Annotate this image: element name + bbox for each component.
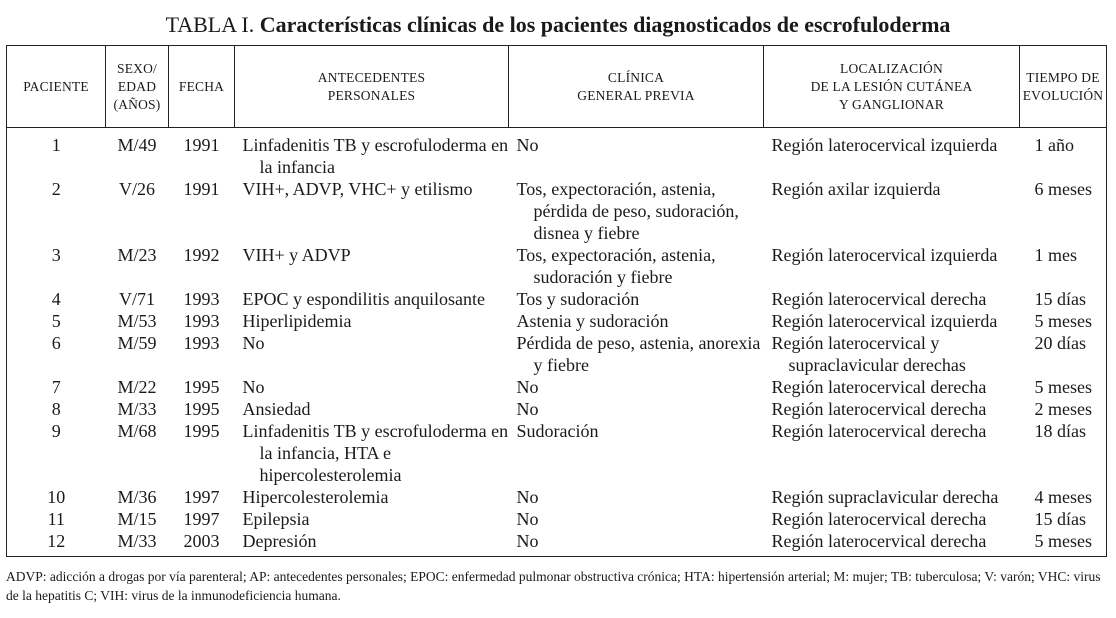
table-row — [7, 128, 1107, 179]
cell-localizacion: Región laterocervical derecha — [771, 509, 987, 529]
cell-paciente: 5 — [51, 311, 61, 331]
cell-fecha: 1995 — [183, 377, 220, 397]
cell-paciente: 2 — [51, 179, 61, 199]
table-caption: Características clínicas de los pacientes diagnosticados de escrofuloderma — [259, 12, 951, 37]
table-row — [7, 376, 1107, 398]
cell-localizacion: Región laterocervical derecha — [771, 421, 987, 441]
cell-antecedentes: VIH+, ADVP, VHC+ y etilismo — [242, 179, 473, 199]
table-row — [7, 398, 1107, 420]
table-title — [0, 12, 1116, 38]
cell-clinica: Tos, expectoración, astenia, pérdida de peso, sudoración, disnea y fiebre — [516, 179, 739, 243]
table-row — [7, 508, 1107, 530]
cell-clinica: Sudoración — [516, 421, 599, 441]
cell-sexo-edad: V/71 — [119, 289, 155, 309]
cell-localizacion: Región laterocervical derecha — [771, 289, 987, 309]
cell-fecha: 1991 — [183, 179, 220, 199]
cell-paciente: 10 — [47, 487, 66, 507]
cell-sexo-edad: M/36 — [117, 487, 157, 507]
cell-fecha: 1995 — [183, 399, 220, 419]
cell-localizacion: Región axilar izquierda — [771, 179, 941, 199]
table-number: TABLA I. — [165, 12, 255, 37]
cell-paciente: 9 — [51, 421, 61, 441]
cell-clinica: Astenia y sudoración — [516, 311, 669, 331]
cell-antecedentes: Epilepsia — [242, 509, 310, 529]
cell-fecha: 2003 — [183, 531, 220, 551]
cell-paciente: 11 — [47, 509, 65, 529]
table-row — [7, 530, 1107, 557]
cell-sexo-edad: M/33 — [117, 399, 157, 419]
cell-localizacion: Región supraclavicular derecha — [771, 487, 999, 507]
cell-sexo-edad: M/68 — [117, 421, 157, 441]
cell-tiempo: 15 días — [1034, 289, 1086, 309]
cell-fecha: 1997 — [183, 509, 220, 529]
cell-antecedentes: No — [242, 333, 265, 353]
cell-fecha: 1991 — [183, 135, 220, 155]
cell-localizacion: Región laterocervical izquierda — [771, 245, 998, 265]
cell-clinica: No — [516, 509, 539, 529]
cell-localizacion: Región laterocervical derecha — [771, 377, 987, 397]
header-clinica: CLÍNICA GENERAL PREVIA — [509, 46, 764, 128]
cell-antecedentes: Depresión — [242, 531, 317, 551]
cell-paciente: 12 — [47, 531, 66, 551]
cell-localizacion: Región laterocervical derecha — [771, 399, 987, 419]
cell-fecha: 1997 — [183, 487, 220, 507]
cell-fecha: 1993 — [183, 289, 220, 309]
table-footnote: ADVP: adicción a drogas por vía parenteral; AP: antecedentes personales; EPOC: enfermedad pulmonar obstructiva crónica; HTA: hipertensión arterial; M: mujer; TB: tuberculosa; V: varón; VHC: virus de la hepatitis C; VIH: virus de la inmunodeficiencia humana. — [6, 569, 1101, 603]
cell-fecha: 1993 — [183, 333, 220, 353]
header-localizacion: LOCALIZACIÓN DE LA LESIÓN CUTÁNEA Y GANGLIONAR — [764, 46, 1020, 128]
cell-paciente: 3 — [51, 245, 61, 265]
cell-antecedentes: Hipercolesterolemia — [242, 487, 389, 507]
header-tiempo: TIEMPO DE EVOLUCIÓN — [1020, 46, 1107, 128]
header-fecha: FECHA — [169, 46, 235, 128]
cell-fecha: 1993 — [183, 311, 220, 331]
cell-sexo-edad: M/59 — [117, 333, 157, 353]
table-row — [7, 178, 1107, 244]
cell-sexo-edad: M/23 — [117, 245, 157, 265]
cell-localizacion: Región laterocervical derecha — [771, 531, 987, 551]
table-row — [7, 486, 1107, 508]
cell-localizacion: Región laterocervical izquierda — [771, 311, 998, 331]
cell-clinica: No — [516, 487, 539, 507]
table-row — [7, 288, 1107, 310]
header-paciente: PACIENTE — [7, 46, 106, 128]
cell-sexo-edad: M/15 — [117, 509, 157, 529]
header-antecedentes: ANTECEDENTES PERSONALES — [235, 46, 509, 128]
table-row — [7, 332, 1107, 376]
cell-clinica: Pérdida de peso, astenia, anorexia y fiebre — [516, 333, 761, 375]
cell-tiempo: 1 año — [1034, 135, 1074, 155]
table-row — [7, 310, 1107, 332]
cell-tiempo: 4 meses — [1034, 487, 1092, 507]
table-header — [7, 46, 1107, 128]
cell-sexo-edad: M/53 — [117, 311, 157, 331]
cell-sexo-edad: V/26 — [119, 179, 155, 199]
cell-paciente: 1 — [51, 135, 61, 155]
cell-antecedentes: Linfadenitis TB y escrofuloderma en la infancia, HTA e hipercolesterolemia — [242, 421, 509, 485]
header-sexo-edad: SEXO/ EDAD (AÑOS) — [106, 46, 169, 128]
cell-tiempo: 20 días — [1034, 333, 1086, 353]
cell-paciente: 8 — [51, 399, 61, 419]
cell-antecedentes: Ansiedad — [242, 399, 311, 419]
cell-paciente: 6 — [51, 333, 61, 353]
cell-antecedentes: Linfadenitis TB y escrofuloderma en la infancia — [242, 135, 509, 177]
cell-tiempo: 18 días — [1034, 421, 1086, 441]
cell-antecedentes: VIH+ y ADVP — [242, 245, 351, 265]
cell-paciente: 7 — [51, 377, 61, 397]
cell-clinica: No — [516, 399, 539, 419]
cell-localizacion: Región laterocervical y supraclavicular derechas — [771, 333, 966, 375]
table-row — [7, 244, 1107, 288]
table-body — [7, 128, 1107, 557]
cell-fecha: 1992 — [183, 245, 220, 265]
cell-tiempo: 15 días — [1034, 509, 1086, 529]
cell-clinica: No — [516, 377, 539, 397]
cell-tiempo: 5 meses — [1034, 311, 1092, 331]
cell-tiempo: 5 meses — [1034, 531, 1092, 551]
cell-sexo-edad: M/22 — [117, 377, 157, 397]
cell-antecedentes: No — [242, 377, 265, 397]
cell-tiempo: 2 meses — [1034, 399, 1092, 419]
cell-fecha: 1995 — [183, 421, 220, 441]
cell-paciente: 4 — [51, 289, 61, 309]
cell-tiempo: 6 meses — [1034, 179, 1092, 199]
patients-table — [6, 45, 1107, 557]
cell-sexo-edad: M/49 — [117, 135, 157, 155]
cell-sexo-edad: M/33 — [117, 531, 157, 551]
cell-tiempo: 5 meses — [1034, 377, 1092, 397]
cell-antecedentes: Hiperlipidemia — [242, 311, 352, 331]
cell-clinica: Tos, expectoración, astenia, sudoración y fiebre — [516, 245, 716, 287]
cell-clinica: No — [516, 135, 539, 155]
cell-clinica: Tos y sudoración — [516, 289, 640, 309]
cell-tiempo: 1 mes — [1034, 245, 1077, 265]
cell-clinica: No — [516, 531, 539, 551]
table-row — [7, 420, 1107, 486]
cell-localizacion: Región laterocervical izquierda — [771, 135, 998, 155]
cell-antecedentes: EPOC y espondilitis anquilosante — [242, 289, 485, 309]
